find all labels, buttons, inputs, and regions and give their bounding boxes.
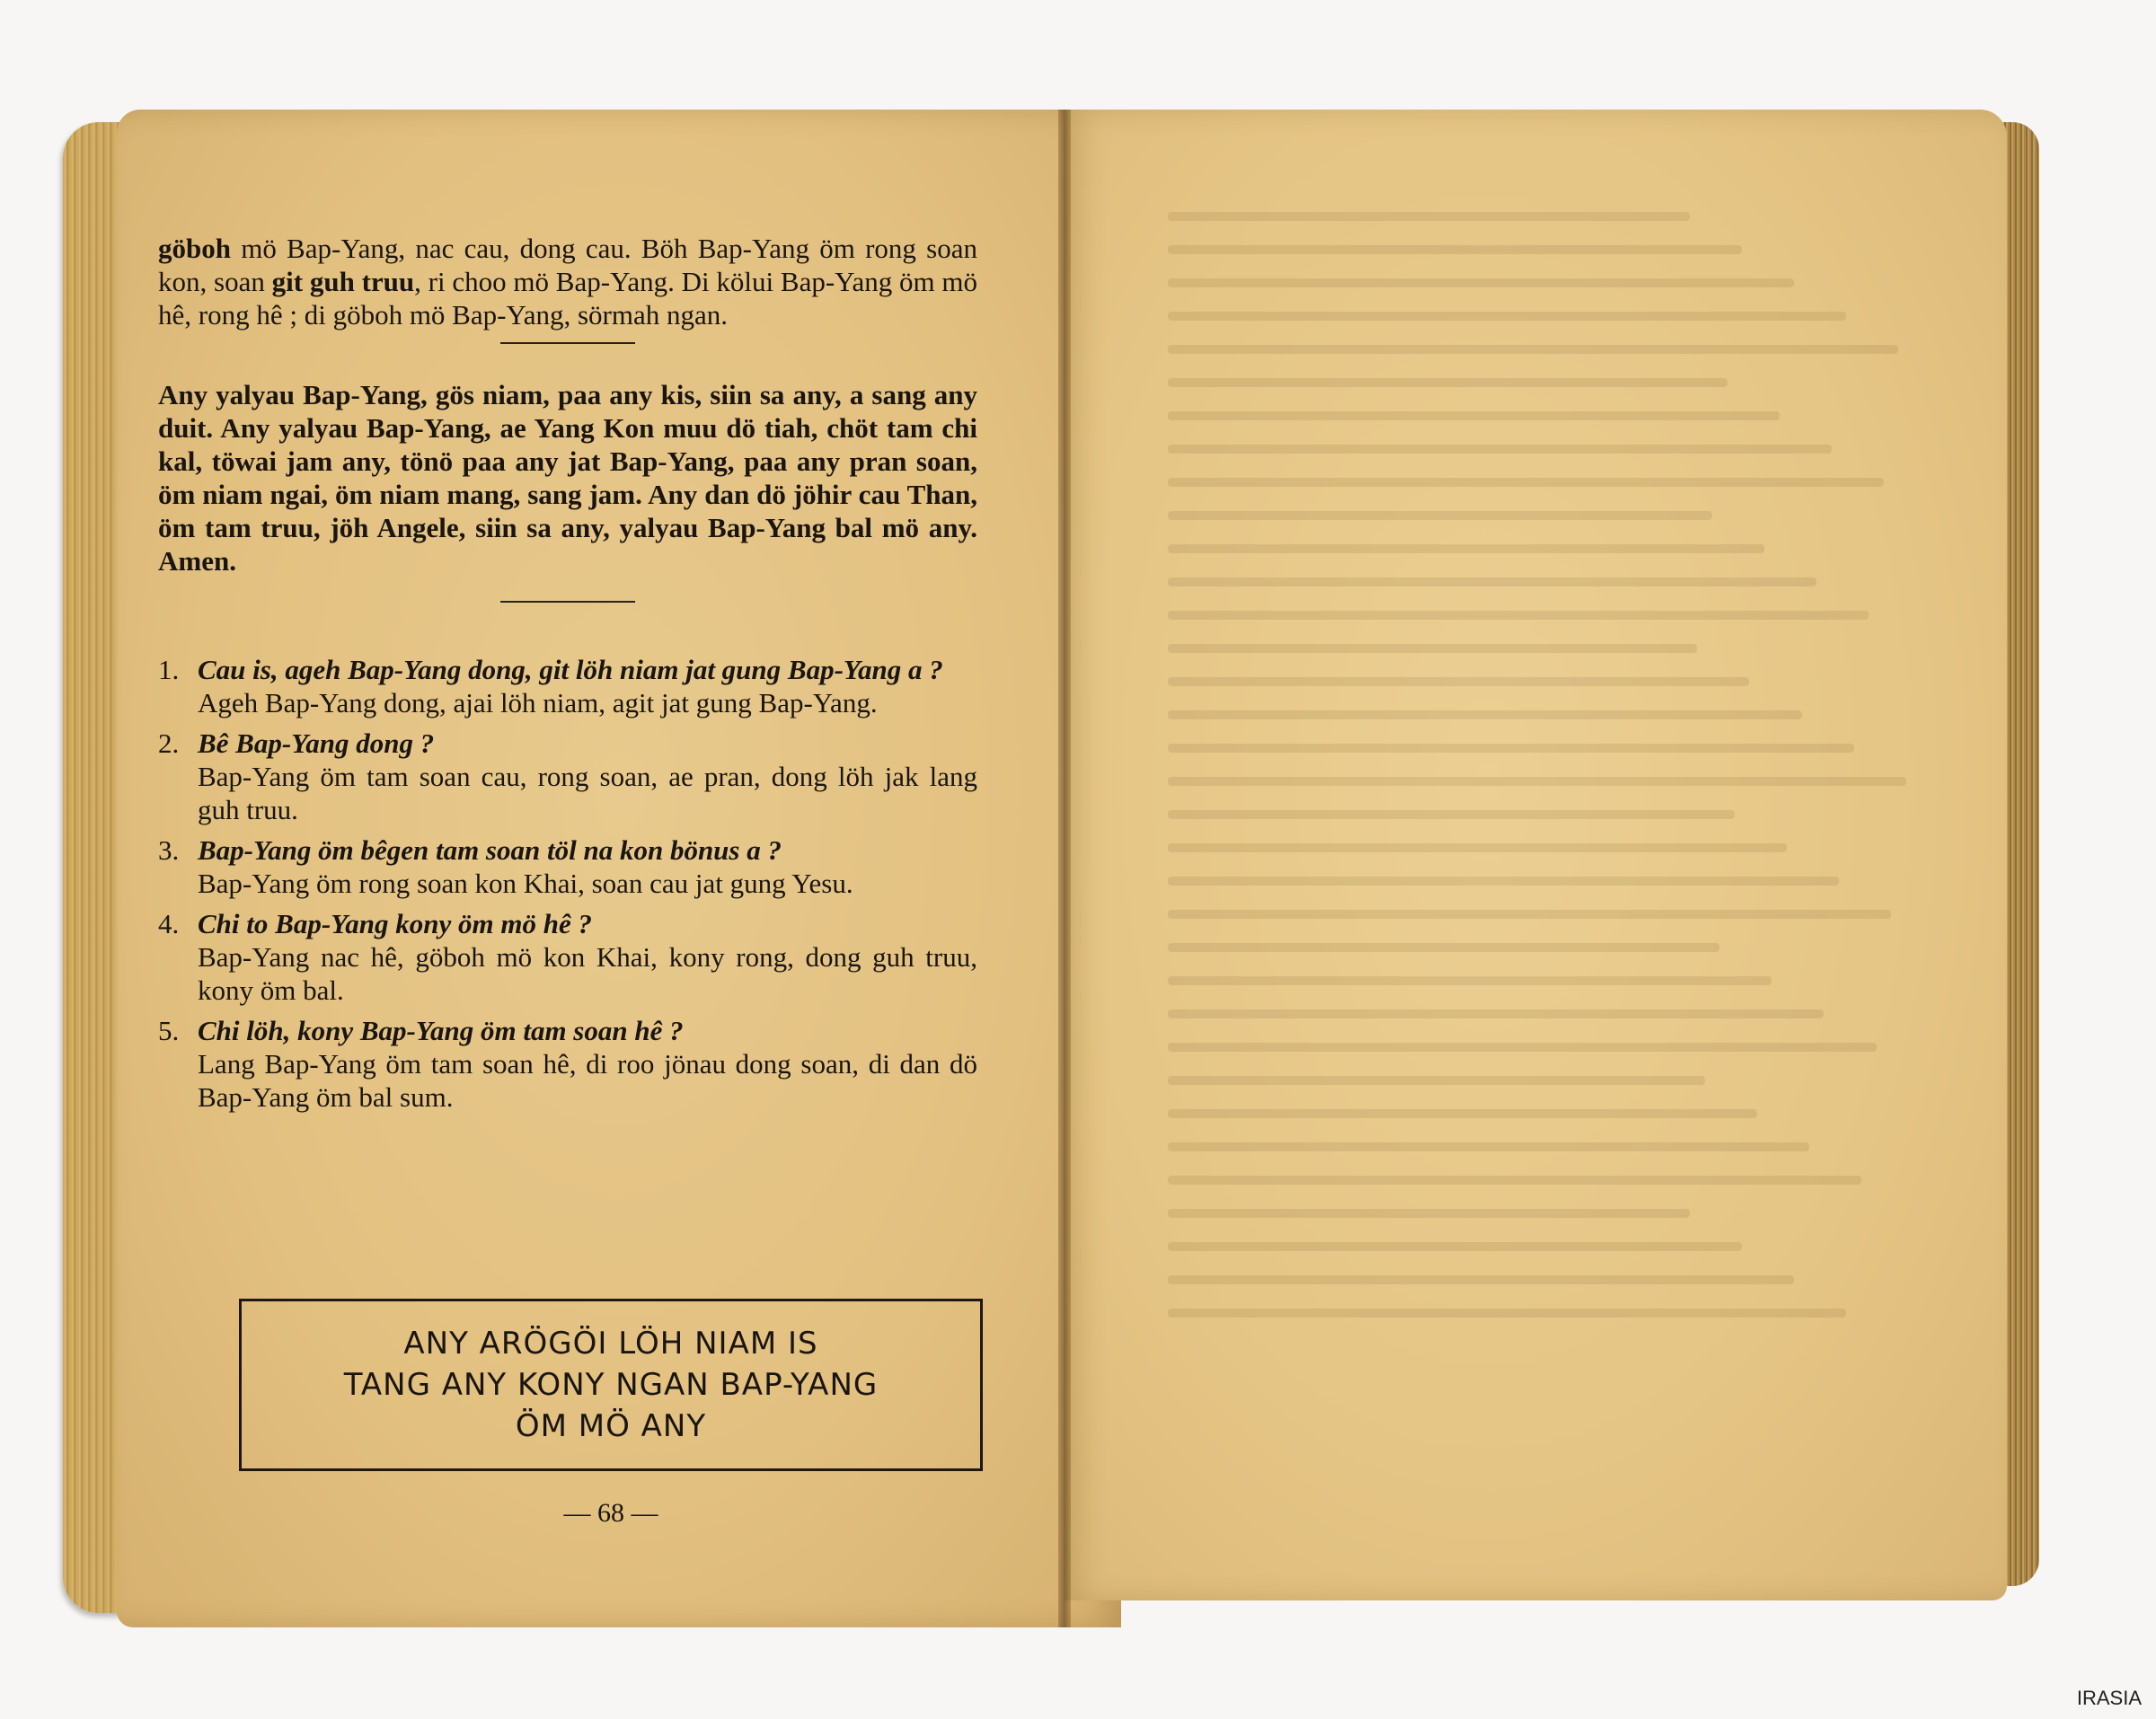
qa-answer: Bap-Yang nac hê, göboh mö kon Khai, kony rong, dong guh truu, kony öm bal.	[198, 941, 977, 1006]
question-answer-list	[158, 653, 977, 1114]
bleed-through-line	[1168, 577, 1816, 586]
bleed-through-line	[1168, 976, 1772, 985]
bleed-through-line	[1168, 1209, 1690, 1218]
qa-question: Chi to Bap-Yang kony öm mö hê ?	[198, 908, 592, 939]
bleed-through-line	[1168, 611, 1869, 620]
qa-question: Bê Bap-Yang dong ?	[198, 727, 435, 759]
bleed-through-line	[1168, 1309, 1846, 1318]
qa-answer: Lang Bap-Yang öm tam soan hê, di roo jönau dong soan, di dan dö Bap-Yang öm bal sum.	[198, 1048, 977, 1113]
bleed-through-line	[1168, 212, 1690, 221]
bleed-through-line	[1168, 677, 1749, 686]
summary-box-line: TANG ANY KONY NGAN BAP-YANG	[343, 1367, 879, 1403]
bleed-through-line	[1168, 943, 1719, 952]
page-number: — 68 —	[563, 1498, 658, 1528]
text-run: , ri choo mö Bap-Yang. Di kölui Bap-Yang öm mö hê, rong hê ; di göboh mö Bap-Yang, sörmah ngan.	[158, 266, 977, 331]
bleed-through-line	[1168, 810, 1735, 819]
bleed-through-line	[1168, 245, 1742, 254]
text-run: göboh	[158, 233, 231, 264]
bleed-through-line	[1168, 843, 1787, 852]
book-gutter	[1058, 110, 1071, 1627]
qa-number: 2.	[158, 727, 180, 759]
bleed-through-line	[1168, 1076, 1705, 1085]
text-run: mö Bap-Yang, nac cau, dong cau. Böh Bap-Yang öm rong soan kon, soan	[158, 233, 977, 297]
prayer-paragraph: Any yalyau Bap-Yang, gös niam, paa any kis, siin sa any, a sang any duit. Any yalyau Bap-Yang, ae Yang Kon muu dö tiah, chöt tam chi kal, töwai jam any, tönö paa any jat Bap-Yang, paa any pran soan, öm niam ngai, öm niam mang, sang jam. Any dan dö jöhir cau Than, öm tam truu, jöh Angele, siin sa any, yalyau Bap-Yang bal mö any. Amen.	[158, 379, 977, 577]
summary-box-line: ANY ARÖGÖI LÖH NIAM IS	[403, 1326, 818, 1362]
qa-item	[158, 653, 977, 719]
bleed-through-line	[1168, 910, 1891, 919]
qa-item	[158, 907, 977, 1007]
continuation-paragraph	[158, 232, 977, 331]
qa-body	[198, 907, 977, 1007]
qa-body	[198, 833, 977, 900]
bleed-through-line	[1168, 1009, 1824, 1018]
bleed-through-line	[1168, 378, 1727, 387]
text-run: git guh truu	[271, 266, 415, 297]
qa-number: 1.	[158, 654, 180, 685]
bleed-through-line	[1168, 777, 1906, 786]
left-page-text	[158, 232, 977, 1121]
bleed-through-line	[1168, 278, 1794, 287]
bleed-through-line	[1168, 445, 1832, 454]
qa-item	[158, 727, 977, 826]
watermark: IRASIA	[2076, 1687, 2142, 1709]
bleed-through-line	[1168, 877, 1839, 886]
qa-question: Cau is, ageh Bap-Yang dong, git löh niam jat gung Bap-Yang a ?	[198, 654, 943, 685]
separator-rule	[500, 342, 635, 344]
qa-question: Chi löh, kony Bap-Yang öm tam soan hê ?	[198, 1015, 684, 1046]
bleed-through-line	[1168, 1142, 1809, 1151]
bleed-through-line	[1168, 1176, 1861, 1185]
qa-answer: Bap-Yang öm tam soan cau, rong soan, ae pran, dong löh jak lang guh truu.	[198, 761, 977, 825]
summary-box-line: ÖM MÖ ANY	[515, 1408, 707, 1444]
right-page-edges	[2003, 122, 2039, 1586]
bleed-through-line	[1168, 644, 1697, 653]
bleed-through-text	[1168, 212, 1913, 1342]
qa-answer: Ageh Bap-Yang dong, ajai löh niam, agit jat gung Bap-Yang.	[198, 687, 878, 718]
separator-rule	[500, 601, 635, 603]
bleed-through-line	[1168, 478, 1884, 487]
qa-number: 4.	[158, 908, 180, 939]
bleed-through-line	[1168, 411, 1780, 420]
qa-body	[198, 727, 977, 826]
qa-question: Bap-Yang öm bêgen tam soan töl na kon bönus a ?	[198, 834, 782, 866]
qa-body	[198, 1014, 977, 1114]
bleed-through-line	[1168, 544, 1764, 553]
bleed-through-line	[1168, 1043, 1877, 1052]
qa-body	[198, 653, 977, 719]
qa-item	[158, 833, 977, 900]
bleed-through-line	[1168, 1275, 1794, 1284]
bleed-through-line	[1168, 312, 1846, 321]
bleed-through-line	[1168, 1242, 1742, 1251]
qa-answer: Bap-Yang öm rong soan kon Khai, soan cau jat gung Yesu.	[198, 868, 853, 899]
bleed-through-line	[1168, 744, 1854, 753]
bleed-through-line	[1168, 511, 1712, 520]
bleed-through-line	[1168, 1109, 1757, 1118]
qa-number: 3.	[158, 834, 180, 866]
bleed-through-line	[1168, 710, 1802, 719]
qa-number: 5.	[158, 1015, 180, 1046]
bleed-through-line	[1168, 345, 1898, 354]
qa-item	[158, 1014, 977, 1114]
summary-box	[239, 1299, 983, 1471]
